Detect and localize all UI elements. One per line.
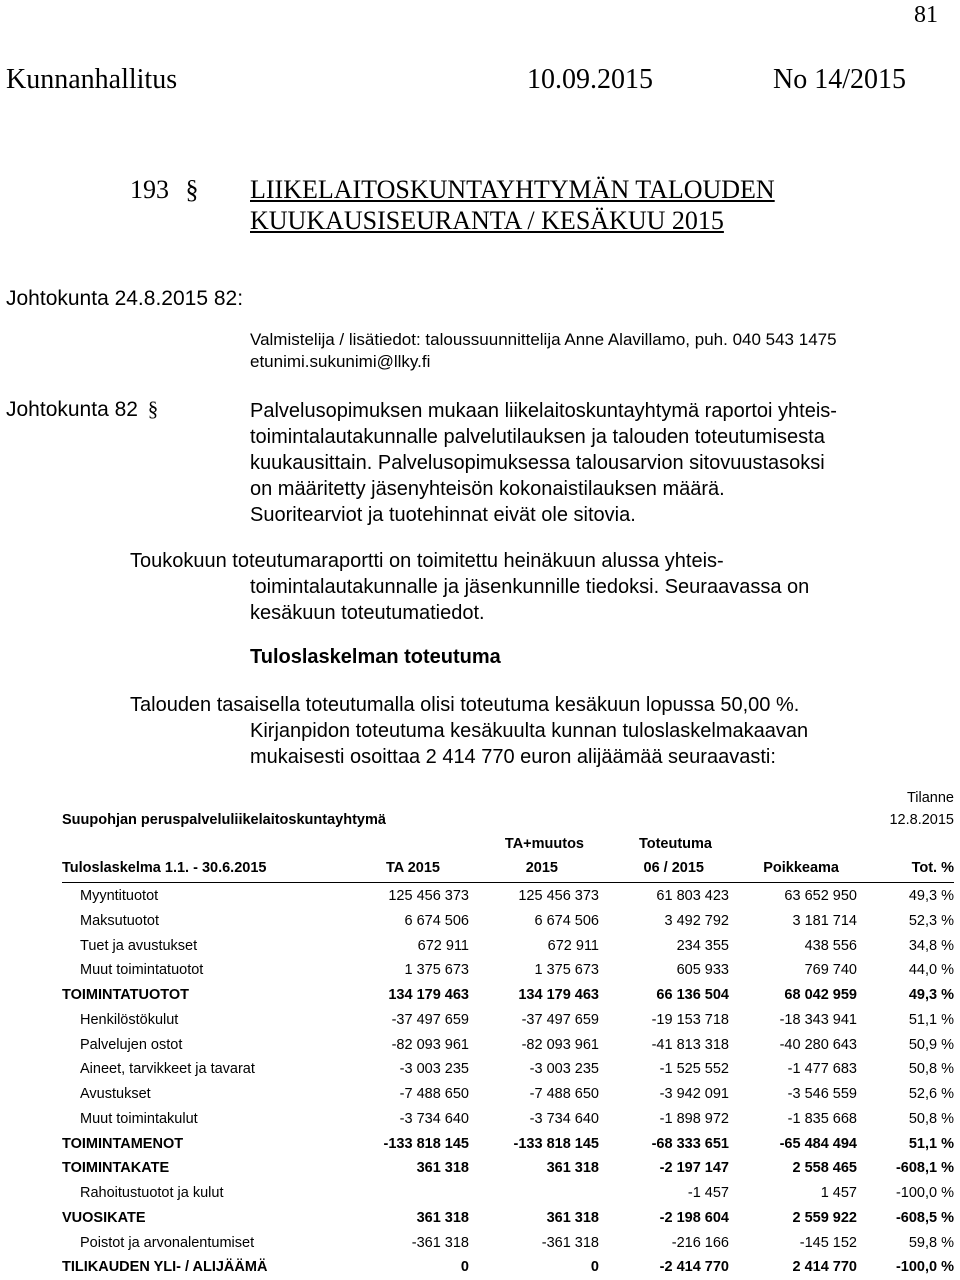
page-number: 81 xyxy=(914,2,938,28)
cell-ta-muutos: -3 003 235 xyxy=(529,1061,599,1078)
paragraph-1 xyxy=(250,398,837,528)
header-number: No 14/2015 xyxy=(773,64,906,95)
cell-ta-muutos: -133 818 145 xyxy=(513,1135,599,1152)
cell-poikkeama: 63 652 950 xyxy=(784,888,857,904)
cell-poikkeama: -65 484 494 xyxy=(779,1135,857,1152)
cell-tot-pct: 51,1 % xyxy=(908,1135,954,1152)
table-row xyxy=(62,1232,954,1256)
col-ta-muutos-2: 2015 xyxy=(525,860,558,876)
col-ta-muutos-1: TA+muutos xyxy=(504,836,584,852)
table-row xyxy=(62,984,954,1008)
cell-tot-pct: 52,3 % xyxy=(908,912,954,929)
cell-ta-2015: 125 456 373 xyxy=(388,888,469,904)
cell-ta-muutos: -3 734 640 xyxy=(529,1110,599,1127)
cell-tot-pct: 49,3 % xyxy=(908,987,954,1003)
cell-ta-2015: 0 xyxy=(460,1259,469,1276)
cell-toteutuma: 234 355 xyxy=(676,937,729,954)
cell-toteutuma: -1 525 552 xyxy=(659,1061,729,1078)
row-label: Poistot ja arvonalentumiset xyxy=(80,1234,255,1251)
row-label: TILIKAUDEN YLI- / ALIJÄÄMÄ xyxy=(62,1259,268,1276)
paragraph-3-line: Kirjanpidon toteutuma kesäkuulta kunnan tuloslaskelmakaavan xyxy=(250,720,809,742)
cell-poikkeama: 438 556 xyxy=(804,937,857,954)
cell-ta-muutos: 361 318 xyxy=(546,1160,599,1177)
cell-ta-2015: -7 488 650 xyxy=(399,1086,469,1102)
cell-poikkeama: 2 414 770 xyxy=(792,1259,857,1276)
paragraph-2-first: Toukokuun toteutumaraportti on toimitettu heinäkuun alussa yhteis- xyxy=(130,550,724,572)
row-label: Aineet, tarvikkeet ja tavarat xyxy=(80,1061,255,1078)
table-row xyxy=(62,1157,954,1181)
cell-ta-muutos: 361 318 xyxy=(546,1209,599,1226)
row-label: Myyntituotot xyxy=(80,888,159,904)
item-title-line2: KUUKAUSISEURANTA / KESÄKUU 2015 xyxy=(250,206,724,235)
table-row xyxy=(62,935,954,959)
meeting-reference: Johtokunta 24.8.2015 82: xyxy=(6,287,244,310)
paragraph-2-line: kesäkuun toteutumatiedot. xyxy=(250,602,485,624)
col-poikkeama: Poikkeama xyxy=(763,860,839,876)
cell-ta-muutos: -361 318 xyxy=(541,1234,599,1251)
cell-poikkeama: 769 740 xyxy=(804,962,857,979)
cell-toteutuma: -216 166 xyxy=(671,1234,729,1251)
row-label: Muut toimintakulut xyxy=(80,1110,198,1127)
cell-poikkeama: -3 546 559 xyxy=(787,1086,857,1102)
board-section-sign: § xyxy=(147,397,159,421)
cell-tot-pct: 50,8 % xyxy=(908,1061,954,1078)
section-sign: § xyxy=(185,175,199,204)
paragraph-1-line: Suoritearviot ja tuotehinnat eivät ole sitovia. xyxy=(250,504,636,526)
table-row xyxy=(62,1133,954,1157)
header-organ: Kunnanhallitus xyxy=(6,64,178,95)
table-row xyxy=(62,1009,954,1033)
table-row xyxy=(62,910,954,934)
table-row xyxy=(62,1256,954,1280)
cell-tot-pct: -608,1 % xyxy=(895,1160,954,1177)
cell-tot-pct: -100,0 % xyxy=(895,1185,954,1201)
cell-ta-muutos: 672 911 xyxy=(547,937,599,954)
period-label: Tuloslaskelma 1.1. - 30.6.2015 xyxy=(62,860,267,876)
cell-tot-pct: 44,0 % xyxy=(908,962,954,979)
cell-tot-pct: 34,8 % xyxy=(908,937,954,954)
cell-ta-muutos: 0 xyxy=(590,1259,599,1276)
preparer-email: etunimi.sukunimi@llky.fi xyxy=(250,352,431,371)
table-row xyxy=(62,1207,954,1231)
row-label: Avustukset xyxy=(80,1086,151,1102)
cell-poikkeama: 2 559 922 xyxy=(792,1209,857,1226)
cell-ta-2015: -133 818 145 xyxy=(383,1135,469,1152)
paragraph-1-line: Palvelusopimuksen mukaan liikelaitoskuntayhtymä raportoi yhteis- xyxy=(250,400,837,422)
cell-poikkeama: -40 280 643 xyxy=(779,1036,857,1053)
status-date: 12.8.2015 xyxy=(889,812,954,828)
cell-ta-2015: 672 911 xyxy=(417,937,469,954)
cell-toteutuma: -1 457 xyxy=(687,1185,729,1201)
item-number-text: 193 xyxy=(130,175,169,204)
cell-ta-muutos: 6 674 506 xyxy=(534,912,599,929)
cell-toteutuma: -2 197 147 xyxy=(659,1160,729,1177)
cell-ta-2015: 134 179 463 xyxy=(388,987,469,1003)
header-rule xyxy=(62,882,954,883)
cell-tot-pct: 51,1 % xyxy=(908,1011,954,1028)
table-row xyxy=(62,885,954,909)
header-date: 10.09.2015 xyxy=(527,64,653,95)
cell-ta-2015: 361 318 xyxy=(416,1160,469,1177)
cell-poikkeama: -1 477 683 xyxy=(787,1061,857,1078)
paragraph-1-line: kuukausittain. Palvelusopimuksessa talousarvion sitovuustasoksi xyxy=(250,452,825,474)
row-label: VUOSIKATE xyxy=(62,1209,146,1226)
paragraph-1-line: toimintalautakunnalle palvelutilauksen ja talouden toteutumisesta xyxy=(250,426,825,448)
cell-ta-2015: -3 003 235 xyxy=(399,1061,469,1078)
paragraph-3-line: mukaisesti osoittaa 2 414 770 euron alijäämää seuraavasti: xyxy=(250,746,776,768)
cell-ta-2015: -37 497 659 xyxy=(391,1011,469,1028)
paragraph-2-line: toimintalautakunnalle ja jäsenkunnille tiedoksi. Seuraavassa on xyxy=(250,576,810,598)
row-label: Tuet ja avustukset xyxy=(80,937,198,954)
row-label: TOIMINTAKATE xyxy=(62,1160,170,1177)
org-name: Suupohjan peruspalveluliikelaitoskuntayhtymä xyxy=(62,812,386,828)
paragraph-3 xyxy=(250,718,808,770)
row-label: Palvelujen ostot xyxy=(80,1036,183,1053)
cell-ta-2015: 1 375 673 xyxy=(404,962,469,979)
cell-ta-muutos: 125 456 373 xyxy=(518,888,599,904)
table-row xyxy=(62,1083,954,1107)
subheading: Tuloslaskelman toteutuma xyxy=(250,646,501,668)
row-label: TOIMINTATUOTOT xyxy=(62,987,189,1003)
cell-toteutuma: -2 198 604 xyxy=(659,1209,729,1226)
cell-poikkeama: 2 558 465 xyxy=(792,1160,857,1177)
cell-tot-pct: 50,8 % xyxy=(908,1110,954,1127)
cell-ta-muutos: -7 488 650 xyxy=(529,1086,599,1102)
cell-ta-muutos: -37 497 659 xyxy=(521,1011,599,1028)
table-row xyxy=(62,1058,954,1082)
cell-tot-pct: 52,6 % xyxy=(908,1086,954,1102)
col-ta: TA 2015 xyxy=(386,860,440,876)
table-row xyxy=(62,959,954,983)
cell-toteutuma: -3 942 091 xyxy=(659,1086,729,1102)
cell-poikkeama: -18 343 941 xyxy=(779,1011,857,1028)
cell-tot-pct: -608,5 % xyxy=(895,1209,954,1226)
item-number xyxy=(130,175,199,205)
preparer-line1: Valmistelija / lisätiedot: taloussuunnittelija Anne Alavillamo, puh. 040 543 1475 xyxy=(250,330,837,349)
paragraph-3-first: Talouden tasaisella toteutumalla olisi toteutuma kesäkuun lopussa 50,00 %. xyxy=(130,694,800,716)
cell-poikkeama: -1 835 668 xyxy=(787,1110,857,1127)
row-label: Maksutuotot xyxy=(80,912,159,929)
cell-ta-2015: -82 093 961 xyxy=(391,1036,469,1053)
cell-toteutuma: 605 933 xyxy=(676,962,729,979)
cell-toteutuma: -2 414 770 xyxy=(659,1259,729,1276)
row-label: Rahoitustuotot ja kulut xyxy=(80,1185,224,1201)
cell-toteutuma: -41 813 318 xyxy=(651,1036,729,1053)
cell-toteutuma: 66 136 504 xyxy=(656,987,729,1003)
cell-ta-muutos: -82 093 961 xyxy=(521,1036,599,1053)
cell-ta-2015: 361 318 xyxy=(416,1209,469,1226)
col-toteutuma-2: 06 / 2015 xyxy=(643,860,704,876)
cell-poikkeama: -145 152 xyxy=(799,1234,857,1251)
cell-tot-pct: -100,0 % xyxy=(895,1259,954,1276)
table-row xyxy=(62,1182,954,1206)
paragraph-2 xyxy=(250,574,809,626)
table-row xyxy=(62,1034,954,1058)
row-label: Henkilöstökulut xyxy=(80,1011,179,1028)
board-label-text: Johtokunta 82 xyxy=(6,398,138,421)
col-tot-pct: Tot. % xyxy=(911,860,954,876)
cell-ta-2015: -3 734 640 xyxy=(399,1110,469,1127)
cell-ta-muutos: 134 179 463 xyxy=(518,987,599,1003)
cell-poikkeama: 1 457 xyxy=(820,1185,857,1201)
table-row xyxy=(62,1108,954,1132)
cell-ta-2015: 6 674 506 xyxy=(404,912,469,929)
cell-toteutuma: -1 898 972 xyxy=(659,1110,729,1127)
cell-tot-pct: 49,3 % xyxy=(908,888,954,904)
cell-ta-muutos: 1 375 673 xyxy=(534,962,599,979)
cell-toteutuma: 3 492 792 xyxy=(664,912,729,929)
cell-toteutuma: -68 333 651 xyxy=(651,1135,729,1152)
cell-toteutuma: 61 803 423 xyxy=(656,888,729,904)
row-label: Muut toimintatuotot xyxy=(80,962,204,979)
board-label xyxy=(6,397,158,422)
status-label: Tilanne xyxy=(906,790,954,806)
cell-tot-pct: 59,8 % xyxy=(908,1234,954,1251)
cell-poikkeama: 3 181 714 xyxy=(792,912,857,929)
cell-poikkeama: 68 042 959 xyxy=(784,987,857,1003)
cell-ta-2015: -361 318 xyxy=(411,1234,469,1251)
cell-toteutuma: -19 153 718 xyxy=(651,1011,729,1028)
row-label: TOIMINTAMENOT xyxy=(62,1135,184,1152)
item-title-line1: LIIKELAITOSKUNTAYHTYMÄN TALOUDEN xyxy=(250,175,775,204)
paragraph-1-line: on määritetty jäsenyhteisön kokonaistilauksen määrä. xyxy=(250,478,725,500)
cell-tot-pct: 50,9 % xyxy=(908,1036,954,1053)
col-toteutuma-1: Toteutuma xyxy=(638,836,712,852)
